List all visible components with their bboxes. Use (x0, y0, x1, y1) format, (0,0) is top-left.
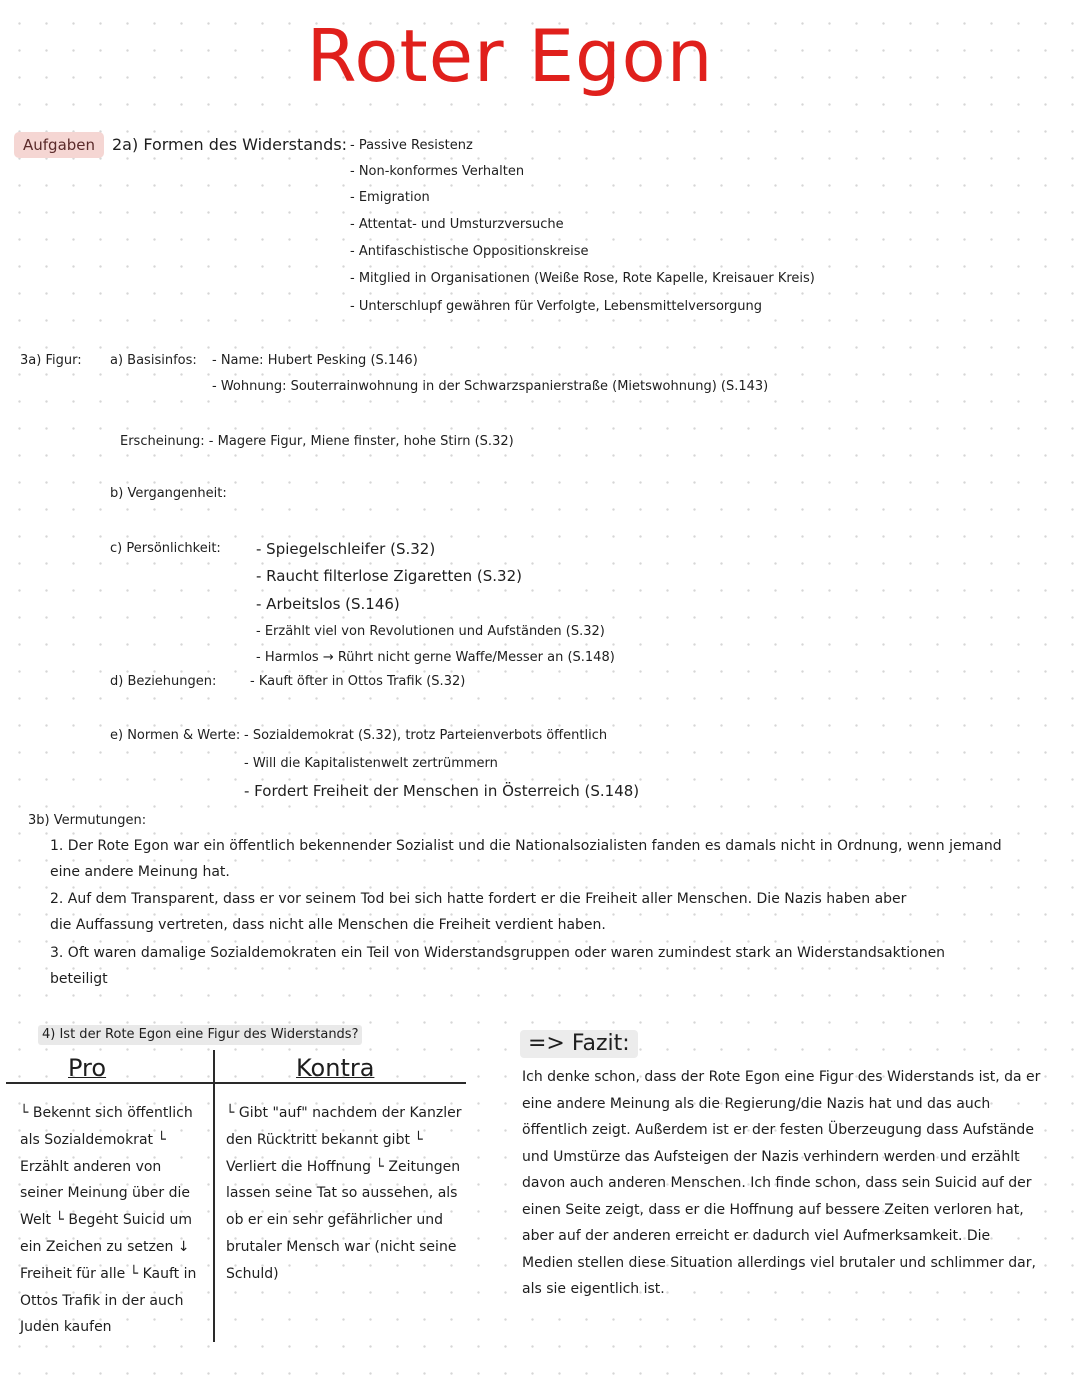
personality-label: c) Persönlichkeit: (110, 541, 221, 556)
task-3a-label: 3a) Figur: (20, 353, 82, 368)
past-label: b) Vergangenheit: (110, 486, 227, 501)
resistance-form: - Non-konformes Verhalten (350, 164, 525, 179)
norms-item: - Sozialdemokrat (S.32), trotz Parteienverbots öffentlich (244, 728, 608, 743)
pro-arguments: └ Bekennt sich öffentlich als Sozialdemokrat └ Erzählt anderen von seiner Meinung über die Welt └ Begeht Suicid um ein Zeichen zu setzen ↓ Freiheit für alle └ Kauft in Ottos Trafik in der auch Juden kaufen (20, 1105, 197, 1336)
character-appearance: Erscheinung: - Magere Figur, Miene finster, hohe Stirn (S.32) (120, 434, 514, 449)
assumption-item: 3. Oft waren damalige Sozialdemokraten ein Teil von Widerstandsgruppen oder waren zumindest stark an Widerstandsaktionen beteiligt (50, 945, 946, 987)
assumption-item: 2. Auf dem Transparent, dass er vor seinem Tod bei sich hatte fordert er die Freiheit aller Menschen. Die Nazis haben aber die Auffassung vertreten, dass nicht alle Menschen die Freiheit verdient haben. (50, 891, 907, 933)
page-title: Roter Egon (306, 14, 714, 98)
basisinfos-label: a) Basisinfos: (110, 353, 197, 368)
fazit-heading: => Fazit: (520, 1030, 638, 1058)
resistance-form: - Passive Resistenz (350, 138, 473, 153)
resistance-form: - Mitglied in Organisationen (Weiße Rose, Rote Kapelle, Kreisauer Kreis) (350, 271, 815, 286)
character-name: - Name: Hubert Pesking (S.146) (212, 353, 418, 368)
personality-item: - Erzählt viel von Revolutionen und Aufständen (S.32) (256, 624, 605, 639)
personality-item: - Raucht filterlose Zigaretten (S.32) (256, 567, 522, 585)
character-home: - Wohnung: Souterrainwohnung in der Schwarzspanierstraße (Mietswohnung) (S.143) (212, 379, 769, 394)
task-2a-label: 2a) Formen des Widerstands: (112, 135, 348, 154)
personality-item: - Arbeitslos (S.146) (256, 595, 400, 613)
table-divider-horizontal (6, 1082, 466, 1084)
personality-item: - Harmlos → Rührt nicht gerne Waffe/Messer an (S.148) (256, 650, 615, 665)
pro-header: Pro (68, 1054, 107, 1082)
personality-item: - Spiegelschleifer (S.32) (256, 540, 436, 558)
fazit-text: Ich denke schon, dass der Rote Egon eine Figur des Widerstands ist, da er eine andere Meinung als die Regierung/die Nazis hat und das auch öffentlich zeigt. Außerdem ist er der festen Überzeugung dass Aufstände und Umstürze das Aufsteigen der Nazis verhindern werden und erzählt davon auch anderen Menschen. Ich finde schon, dass sein Suicid auf der einen Seite zeigt, dass er die Hoffnung auf bessere Zeiten verloren hat, aber auf der anderen erreicht er dadurch viel Aufmerksamkeit. Die Medien stellen diese Situation allerdings viel brutaler und schlimmer dar, als sie eigentlich ist. (522, 1069, 1041, 1297)
resistance-form: - Antifaschistische Oppositionskreise (350, 244, 589, 259)
table-divider-vertical (213, 1050, 215, 1342)
norms-item: - Fordert Freiheit der Menschen in Österreich (S.148) (244, 782, 640, 800)
kontra-arguments: └ Gibt "auf" nachdem der Kanzler den Rücktritt bekannt gibt └ Verliert die Hoffnung └ Zeitungen lassen seine Tat so aussehen, als ob er ein sehr gefährlicher und brutaler Mensch war (nicht seine Schuld) (226, 1105, 462, 1282)
assumption-item: 1. Der Rote Egon war ein öffentlich bekennender Sozialist und die Nationalsozialisten fanden es damals nicht in Ordnung, wenn jemand eine andere Meinung hat. (50, 838, 1002, 880)
resistance-form: - Unterschlupf gewähren für Verfolgte, Lebensmittelversorgung (350, 299, 762, 314)
resistance-form: - Attentat- und Umsturzversuche (350, 217, 564, 232)
relationships-label: d) Beziehungen: (110, 674, 217, 689)
norms-label: e) Normen & Werte: (110, 728, 241, 743)
resistance-form: - Emigration (350, 190, 430, 205)
relationship-item: - Kauft öfter in Ottos Trafik (S.32) (250, 674, 466, 689)
kontra-header: Kontra (296, 1054, 375, 1082)
aufgaben-tag: Aufgaben (14, 132, 104, 158)
task-3b-label: 3b) Vermutungen: (28, 813, 147, 828)
norms-item: - Will die Kapitalistenwelt zertrümmern (244, 756, 498, 771)
task-4-question: 4) Ist der Rote Egon eine Figur des Widerstands? (38, 1025, 362, 1045)
